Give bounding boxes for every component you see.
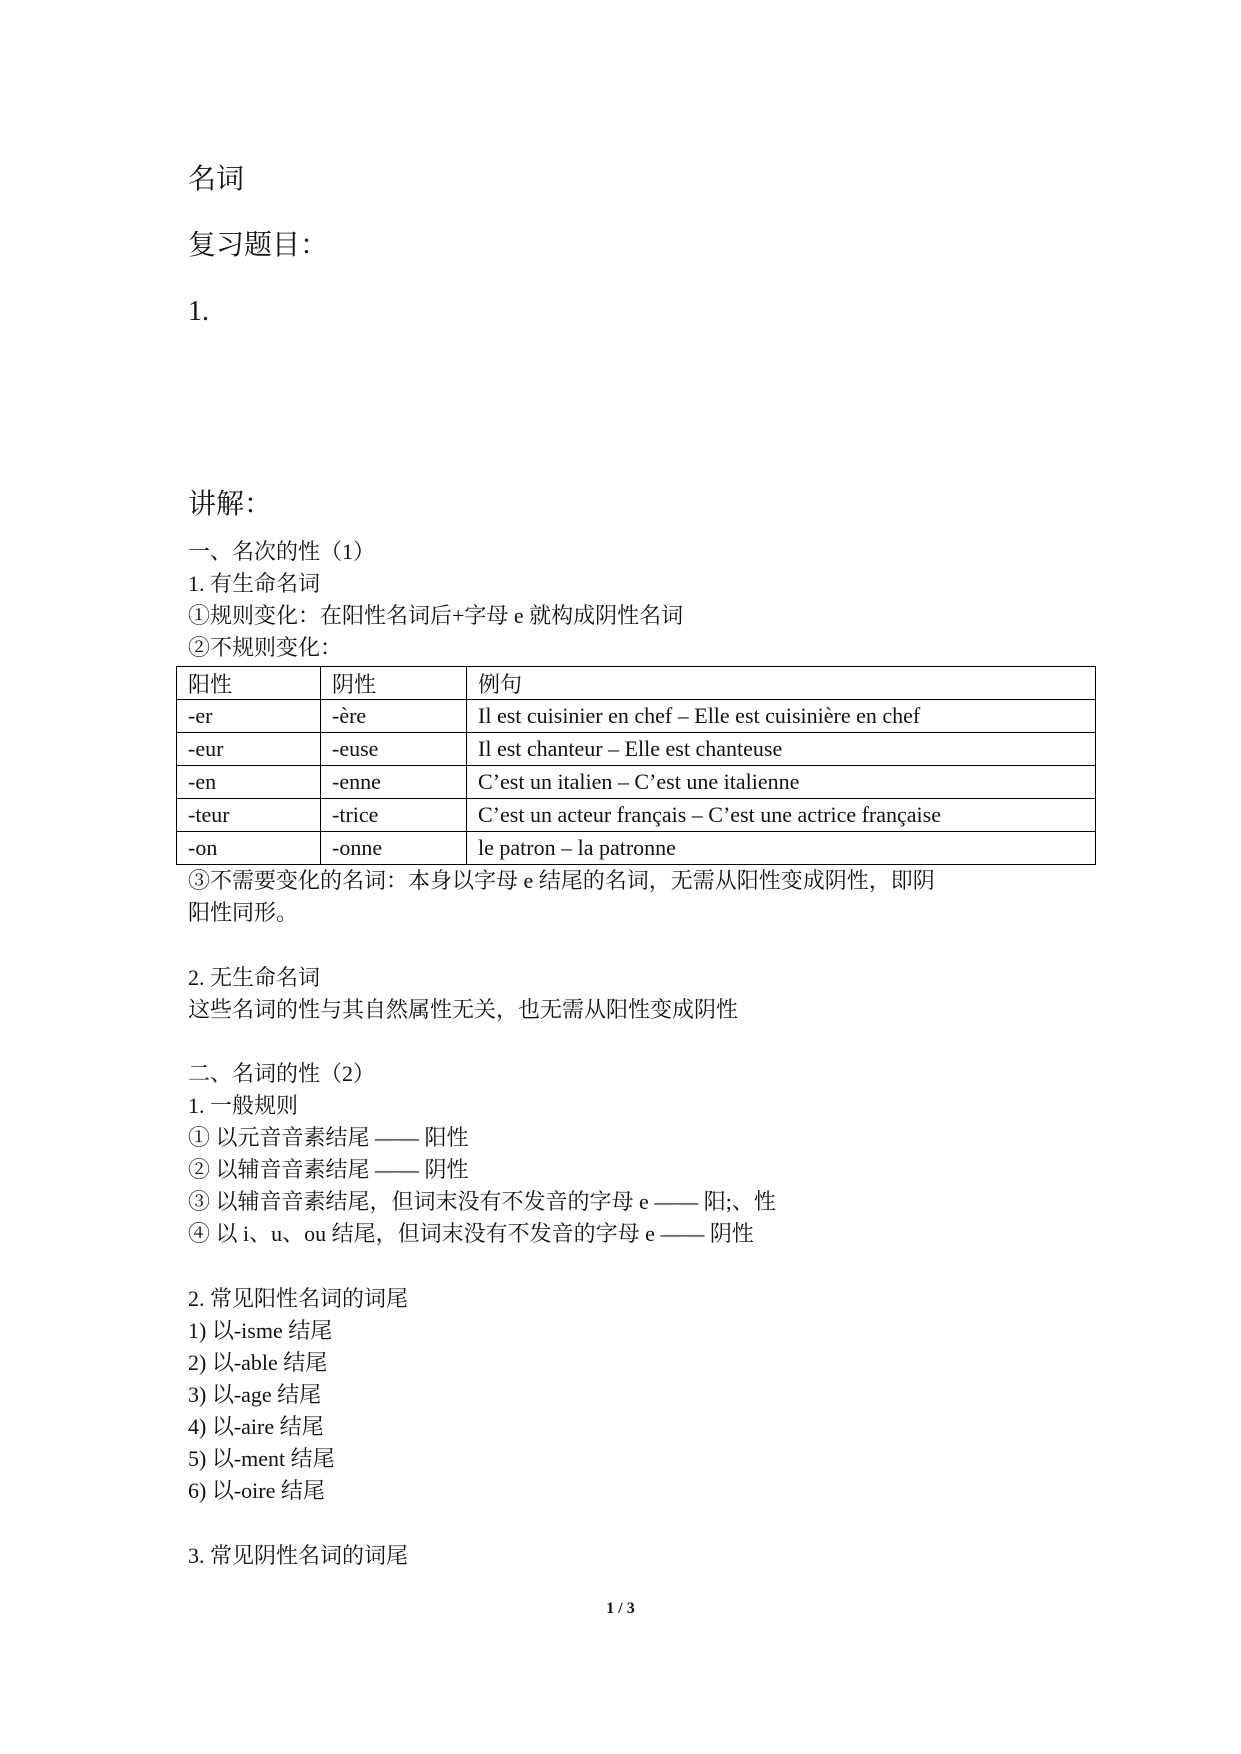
section2-sub2: 2. 常见阳性名词的词尾 xyxy=(188,1286,409,1311)
table-cell: -enne xyxy=(321,766,467,799)
table-cell: -en xyxy=(177,766,321,799)
table-cell: -ère xyxy=(321,700,467,733)
table-header-example: 例句 xyxy=(467,667,1096,700)
general-rule-item: ③ 以辅音音素结尾，但词末没有不发音的字母 e —— 阳;、性 xyxy=(188,1189,776,1214)
table-row xyxy=(177,766,1096,799)
table-header-masculine: 阳性 xyxy=(177,667,321,700)
table-row xyxy=(177,799,1096,832)
review-heading: 复习题目： xyxy=(188,230,329,261)
section2-sub1: 1. 一般规则 xyxy=(188,1093,299,1118)
rule-no-change-line2: 阳性同形。 xyxy=(188,900,299,925)
table-cell: le patron – la patronne xyxy=(467,832,1096,865)
table-row xyxy=(177,733,1096,766)
ending-list-item: 1) 以-isme 结尾 xyxy=(188,1318,333,1343)
rule-no-change-line1: ③不需要变化的名词：本身以字母 e 结尾的名词，无需从阳性变成阴性，即阴 xyxy=(188,868,935,893)
table-cell: Il est chanteur – Elle est chanteuse xyxy=(467,733,1096,766)
ending-list-item: 5) 以-ment 结尾 xyxy=(188,1446,335,1471)
general-rule-item: ④ 以 i、u、ou 结尾，但词末没有不发音的字母 e —— 阴性 xyxy=(188,1221,754,1246)
general-rule-item: ② 以辅音音素结尾 —— 阴性 xyxy=(188,1157,469,1182)
table-cell: C’est un italien – C’est une italienne xyxy=(467,766,1096,799)
table-cell: C’est un acteur français – C’est une actrice française xyxy=(467,799,1096,832)
ending-list-item: 6) 以-oire 结尾 xyxy=(188,1478,325,1503)
general-rule-item: ① 以元音音素结尾 —— 阳性 xyxy=(188,1125,469,1150)
rule-irregular: ②不规则变化： xyxy=(188,635,343,660)
table-cell: -onne xyxy=(321,832,467,865)
table-row xyxy=(177,832,1096,865)
table-cell: -eur xyxy=(177,733,321,766)
ending-list-item: 4) 以-aire 结尾 xyxy=(188,1414,324,1439)
ending-list-item: 2) 以-able 结尾 xyxy=(188,1350,328,1375)
table-header-row xyxy=(177,667,1096,700)
table-cell: -trice xyxy=(321,799,467,832)
table-cell: -teur xyxy=(177,799,321,832)
table-cell: -er xyxy=(177,700,321,733)
section2-heading: 二、名词的性（2） xyxy=(188,1061,376,1086)
ending-list-item: 3) 以-age 结尾 xyxy=(188,1382,322,1407)
rule-regular: ①规则变化：在阳性名词后+字母 e 就构成阴性名词 xyxy=(188,603,684,628)
question-number: 1. xyxy=(188,296,209,327)
table-cell: Il est cuisinier en chef – Elle est cuisinière en chef xyxy=(467,700,1096,733)
section1-sub2: 2. 无生命名词 xyxy=(188,965,321,990)
section2-sub3: 3. 常见阴性名词的词尾 xyxy=(188,1543,409,1568)
section1-heading: 一、名次的性（1） xyxy=(188,539,376,564)
explanation-heading: 讲解： xyxy=(188,489,273,520)
section1-sub1: 1. 有生命名词 xyxy=(188,571,321,596)
document-title: 名词 xyxy=(188,164,245,195)
page-number: 1 / 3 xyxy=(606,1600,635,1617)
section1-sub2-text: 这些名词的性与其自然属性无关，也无需从阳性变成阴性 xyxy=(188,997,739,1022)
table-header-feminine: 阴性 xyxy=(321,667,467,700)
table-cell: -euse xyxy=(321,733,467,766)
table-row xyxy=(177,700,1096,733)
table-cell: -on xyxy=(177,832,321,865)
gender-ending-table xyxy=(176,666,1096,865)
